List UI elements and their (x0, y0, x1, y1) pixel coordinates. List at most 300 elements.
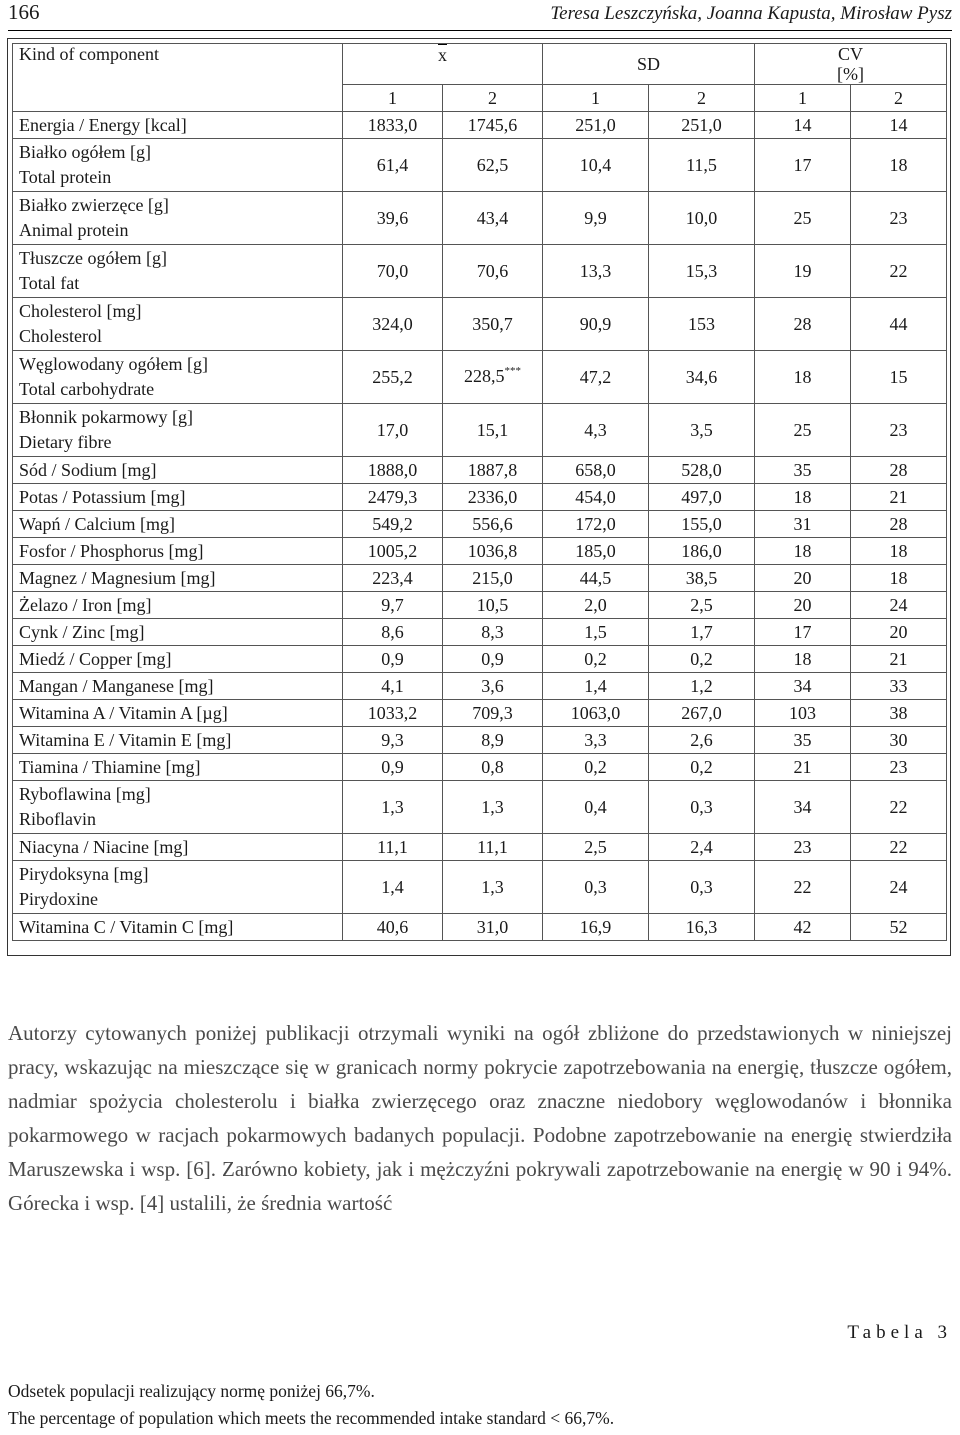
value-cell (343, 700, 443, 727)
value-cell (343, 457, 443, 484)
row-label-line: Witamina C / Vitamin C [mg] (19, 917, 234, 937)
row-label (13, 592, 343, 619)
row-label-line: Energia / Energy [kcal] (19, 115, 187, 135)
table-row (13, 592, 947, 619)
value-text: 172,0 (575, 514, 616, 534)
table-row (13, 484, 947, 511)
value-text: 31 (793, 514, 812, 534)
row-label (13, 484, 343, 511)
value-text: 2479,3 (367, 487, 418, 507)
value-text: 43,4 (476, 208, 509, 228)
row-label (13, 727, 343, 754)
value-cell (755, 914, 851, 941)
value-text: 8,3 (481, 622, 504, 642)
row-label-line-en: Total protein (19, 167, 112, 187)
value-text: 3,3 (584, 730, 607, 750)
value-text: 25 (793, 208, 812, 228)
value-text: 2,5 (690, 595, 713, 615)
value-text: 103 (789, 703, 817, 723)
table-row (13, 351, 947, 404)
value-text: 9,9 (584, 208, 607, 228)
value-text: 20 (793, 595, 812, 615)
value-cell (443, 112, 543, 139)
row-label (13, 139, 343, 192)
value-text: 15,3 (685, 261, 718, 281)
value-text: 454,0 (575, 487, 616, 507)
row-label-line: Witamina A / Vitamin A [µg] (19, 703, 228, 723)
value-text: 44,5 (579, 568, 612, 588)
value-text: 14 (793, 115, 812, 135)
value-text: 255,2 (372, 367, 413, 387)
value-cell (649, 538, 755, 565)
value-cell (649, 700, 755, 727)
value-text: 1,3 (481, 797, 504, 817)
footnote-pl: Odsetek populacji realizujący normę poniżej 66,7%. (8, 1381, 375, 1401)
value-cell (851, 298, 947, 351)
value-cell (755, 834, 851, 861)
value-text: 24 (889, 877, 908, 897)
value-cell (343, 592, 443, 619)
value-cell (343, 834, 443, 861)
value-text: 3,5 (690, 420, 713, 440)
value-cell (851, 404, 947, 457)
value-text: 10,4 (579, 155, 612, 175)
value-text: 185,0 (575, 541, 616, 561)
value-cell (755, 592, 851, 619)
value-cell (851, 112, 947, 139)
row-label-line: Tiamina / Thiamine [mg] (19, 757, 201, 777)
row-label (13, 700, 343, 727)
value-text: 25 (793, 420, 812, 440)
row-label (13, 245, 343, 298)
value-cell (443, 914, 543, 941)
table-row (13, 700, 947, 727)
value-cell (851, 484, 947, 511)
value-cell (649, 245, 755, 298)
value-cell (343, 511, 443, 538)
value-cell (343, 861, 443, 914)
value-cell (443, 245, 543, 298)
value-cell (343, 914, 443, 941)
footnote-en: The percentage of population which meets the recommended intake standard < 66,7%. (8, 1408, 615, 1428)
value-text: 23 (889, 420, 908, 440)
value-text: 1,7 (690, 622, 713, 642)
value-cell (543, 112, 649, 139)
value-cell (755, 673, 851, 700)
value-text: 90,9 (579, 314, 612, 334)
header-cv-label: CV (838, 44, 864, 64)
value-text: 1063,0 (570, 703, 621, 723)
row-label-line: Ryboflawina [mg] (19, 784, 151, 804)
value-text: 153 (688, 314, 715, 334)
value-text: 0,4 (584, 797, 607, 817)
row-label (13, 646, 343, 673)
value-text: 21 (793, 757, 812, 777)
value-text: 21 (889, 649, 908, 669)
value-text: 0,9 (481, 649, 504, 669)
value-text: 38,5 (685, 568, 718, 588)
group-label: 1 (755, 85, 851, 112)
value-cell (343, 404, 443, 457)
value-cell (755, 192, 851, 245)
value-cell (443, 511, 543, 538)
row-label-line-en: Total carbohydrate (19, 379, 155, 399)
value-text: 62,5 (476, 155, 509, 175)
value-text: 18 (793, 367, 812, 387)
row-label-line-en: Riboflavin (19, 809, 96, 829)
table-row (13, 727, 947, 754)
value-cell (755, 404, 851, 457)
table-row (13, 914, 947, 941)
value-text: 42 (793, 917, 812, 937)
row-label-line: Niacyna / Niacine [mg] (19, 837, 189, 857)
value-text: 35 (793, 730, 812, 750)
value-cell (851, 619, 947, 646)
value-text: 0,9 (381, 757, 404, 777)
value-text: 0,8 (481, 757, 504, 777)
value-text: 28 (889, 460, 908, 480)
value-text: 15,1 (476, 420, 509, 440)
value-text: 528,0 (681, 460, 722, 480)
row-label-line: Cynk / Zinc [mg] (19, 622, 145, 642)
value-text: 22 (889, 261, 908, 281)
value-text: 70,6 (476, 261, 509, 281)
value-text: 17 (793, 622, 812, 642)
value-text: 16,3 (685, 917, 718, 937)
value-text: 70,0 (376, 261, 409, 281)
value-cell (443, 754, 543, 781)
value-cell (755, 727, 851, 754)
value-text: 23 (889, 208, 908, 228)
value-text: 28 (889, 514, 908, 534)
table-row (13, 619, 947, 646)
value-cell (343, 298, 443, 351)
value-text: 33 (889, 676, 908, 696)
value-cell (649, 619, 755, 646)
value-cell (343, 139, 443, 192)
value-cell (343, 646, 443, 673)
row-label (13, 404, 343, 457)
row-label-line: Potas / Potassium [mg] (19, 487, 186, 507)
value-cell (443, 538, 543, 565)
header-sd: SD (543, 44, 755, 85)
row-label (13, 511, 343, 538)
value-text: 13,3 (579, 261, 612, 281)
value-cell (649, 139, 755, 192)
value-text: 19 (793, 261, 812, 281)
value-cell (649, 727, 755, 754)
value-text: 1887,8 (467, 460, 518, 480)
table-row (13, 861, 947, 914)
value-text: 28 (793, 314, 812, 334)
value-cell (851, 511, 947, 538)
value-cell (755, 619, 851, 646)
value-cell (543, 484, 649, 511)
value-cell (543, 592, 649, 619)
table-row (13, 404, 947, 457)
value-cell (649, 673, 755, 700)
row-label-line: Witamina E / Vitamin E [mg] (19, 730, 232, 750)
value-text: 23 (793, 837, 812, 857)
value-cell (343, 351, 443, 404)
value-cell (443, 457, 543, 484)
row-label (13, 619, 343, 646)
value-cell (649, 565, 755, 592)
value-text: 11,1 (477, 837, 508, 857)
value-cell (649, 781, 755, 834)
row-label (13, 112, 343, 139)
value-text: 17 (793, 155, 812, 175)
row-label-line: Wapń / Calcium [mg] (19, 514, 176, 534)
value-text: 2,5 (584, 837, 607, 857)
value-text: 24 (889, 595, 908, 615)
value-cell (543, 781, 649, 834)
value-text: 4,1 (381, 676, 404, 696)
value-cell (649, 457, 755, 484)
value-cell (543, 861, 649, 914)
value-cell (649, 646, 755, 673)
value-text: 0,2 (690, 757, 713, 777)
value-text: 658,0 (575, 460, 616, 480)
value-text: 228,5 (464, 365, 505, 386)
row-label-line: Magnez / Magnesium [mg] (19, 568, 216, 588)
value-cell (755, 565, 851, 592)
row-label-line: Błonnik pokarmowy [g] (19, 407, 193, 427)
group-label: 1 (343, 85, 443, 112)
value-cell (543, 646, 649, 673)
value-text: 2,4 (690, 837, 713, 857)
value-text: 1005,2 (367, 541, 418, 561)
table-row (13, 112, 947, 139)
value-cell (443, 619, 543, 646)
value-cell (851, 538, 947, 565)
value-text: 61,4 (376, 155, 409, 175)
value-cell (755, 351, 851, 404)
value-cell (343, 192, 443, 245)
table-body (13, 112, 947, 941)
value-text: 0,2 (584, 649, 607, 669)
value-text: 0,3 (584, 877, 607, 897)
value-text: 18 (793, 487, 812, 507)
value-text: 18 (793, 649, 812, 669)
value-cell (443, 484, 543, 511)
value-cell (543, 351, 649, 404)
row-label (13, 298, 343, 351)
row-label-line: Białko ogółem [g] (19, 142, 151, 162)
table-row (13, 245, 947, 298)
value-text: 0,2 (690, 649, 713, 669)
value-cell (343, 781, 443, 834)
value-cell (443, 298, 543, 351)
value-cell (649, 914, 755, 941)
row-label-line: Sód / Sodium [mg] (19, 460, 157, 480)
row-label (13, 861, 343, 914)
value-text: 20 (889, 622, 908, 642)
significance-mark: *** (504, 364, 521, 377)
value-cell (851, 351, 947, 404)
value-cell (755, 754, 851, 781)
data-table (12, 43, 947, 941)
value-cell (543, 404, 649, 457)
value-text: 556,6 (472, 514, 513, 534)
value-text: 2336,0 (467, 487, 518, 507)
row-label-line: Pirydoksyna [mg] (19, 864, 149, 884)
value-cell (755, 781, 851, 834)
value-cell (851, 673, 947, 700)
value-cell (543, 619, 649, 646)
table-row (13, 834, 947, 861)
value-text: 1,3 (381, 797, 404, 817)
value-cell (851, 861, 947, 914)
value-text: 0,3 (690, 797, 713, 817)
row-label-line-en: Dietary fibre (19, 432, 112, 452)
table-row (13, 565, 947, 592)
table-frame (7, 38, 951, 956)
value-cell (755, 861, 851, 914)
value-cell (755, 511, 851, 538)
value-text: 2,6 (690, 730, 713, 750)
value-cell (649, 754, 755, 781)
row-label-line-en: Animal protein (19, 220, 129, 240)
value-cell (343, 619, 443, 646)
value-text: 14 (889, 115, 908, 135)
page-number: 166 (8, 0, 40, 24)
value-text: 8,6 (381, 622, 404, 642)
header-mean (343, 44, 543, 85)
value-cell (755, 538, 851, 565)
value-cell (649, 404, 755, 457)
value-cell (851, 754, 947, 781)
value-text: 18 (793, 541, 812, 561)
value-text: 30 (889, 730, 908, 750)
row-label-line: Miedź / Copper [mg] (19, 649, 172, 669)
value-text: 186,0 (681, 541, 722, 561)
value-cell (543, 914, 649, 941)
value-text: 1888,0 (367, 460, 418, 480)
value-text: 47,2 (579, 367, 612, 387)
value-cell (443, 834, 543, 861)
value-text: 549,2 (372, 514, 413, 534)
header-kind: Kind of component (13, 44, 343, 112)
row-label (13, 457, 343, 484)
value-cell (755, 484, 851, 511)
value-text: 4,3 (584, 420, 607, 440)
value-cell (343, 565, 443, 592)
header-rule (8, 30, 952, 31)
value-text: 267,0 (681, 703, 722, 723)
value-cell (755, 245, 851, 298)
value-text: 31,0 (476, 917, 509, 937)
value-cell (649, 192, 755, 245)
value-text: 18 (889, 568, 908, 588)
row-label-line: Cholesterol [mg] (19, 301, 142, 321)
value-cell (755, 700, 851, 727)
row-label (13, 538, 343, 565)
value-cell (543, 511, 649, 538)
value-cell (755, 646, 851, 673)
header-mean-symbol: x (438, 45, 447, 65)
value-cell (543, 565, 649, 592)
value-text: 35 (793, 460, 812, 480)
value-cell (343, 245, 443, 298)
row-label-line: Fosfor / Phosphorus [mg] (19, 541, 204, 561)
value-text: 9,7 (381, 595, 404, 615)
table-row (13, 192, 947, 245)
row-label (13, 834, 343, 861)
value-cell (443, 192, 543, 245)
row-label (13, 351, 343, 404)
value-cell (443, 565, 543, 592)
value-text: 18 (889, 541, 908, 561)
value-text: 20 (793, 568, 812, 588)
value-cell (543, 245, 649, 298)
value-cell (649, 511, 755, 538)
value-cell (851, 592, 947, 619)
row-label-line: Węglowodany ogółem [g] (19, 354, 208, 374)
value-cell (543, 834, 649, 861)
value-text: 251,0 (681, 115, 722, 135)
value-cell (851, 914, 947, 941)
value-text: 2,0 (584, 595, 607, 615)
value-cell (543, 192, 649, 245)
value-cell (443, 404, 543, 457)
value-cell (543, 298, 649, 351)
value-cell (851, 834, 947, 861)
value-cell (543, 457, 649, 484)
value-cell (343, 112, 443, 139)
value-text: 9,3 (381, 730, 404, 750)
table-row (13, 298, 947, 351)
value-cell (343, 673, 443, 700)
value-text: 1036,8 (467, 541, 518, 561)
group-label: 2 (851, 85, 947, 112)
value-text: 23 (889, 757, 908, 777)
value-text: 21 (889, 487, 908, 507)
header-cv (755, 44, 947, 85)
value-text: 34 (793, 797, 812, 817)
row-label (13, 565, 343, 592)
value-text: 10,5 (476, 595, 509, 615)
value-cell (851, 192, 947, 245)
value-cell (851, 727, 947, 754)
value-text: 34 (793, 676, 812, 696)
row-label (13, 781, 343, 834)
value-cell (851, 565, 947, 592)
value-cell (851, 139, 947, 192)
value-cell (851, 700, 947, 727)
value-cell (443, 139, 543, 192)
row-label-line-en: Pirydoxine (19, 889, 98, 909)
table-row (13, 781, 947, 834)
value-cell (343, 727, 443, 754)
value-text: 324,0 (372, 314, 413, 334)
table-row (13, 538, 947, 565)
value-cell (851, 781, 947, 834)
header-row (13, 44, 947, 85)
value-cell (851, 646, 947, 673)
value-cell (443, 673, 543, 700)
row-label (13, 914, 343, 941)
row-label (13, 192, 343, 245)
body-paragraph: Autorzy cytowanych poniżej publikacji otrzymali wyniki na ogół zbliżone do przedstawionych w niniejszej pracy, wskazując na mieszczące się w granicach normy pokrycie zapotrzebowania na energię, tłuszcze ogółem, nadmiar spożycia cholesterolu i białka zwierzęcego oraz znaczne niedobory węglowodanów i błonnika pokarmowego w racjach pokarmowych badanych populacji. Podobne zapotrzebowanie na energię stwierdziła Maruszewska i wsp. [6]. Zarówno kobiety, jak i mężczyźni pokrywali zapotrzebowanie na energię w 90 i 94%. Górecka i wsp. [4] ustalili, że średnia wartość (8, 1021, 952, 1215)
table-row (13, 457, 947, 484)
row-label (13, 673, 343, 700)
group-label: 2 (649, 85, 755, 112)
value-text: 11,5 (686, 155, 717, 175)
value-text: 223,4 (372, 568, 413, 588)
value-text: 1,2 (690, 676, 713, 696)
value-text: 15 (889, 367, 908, 387)
